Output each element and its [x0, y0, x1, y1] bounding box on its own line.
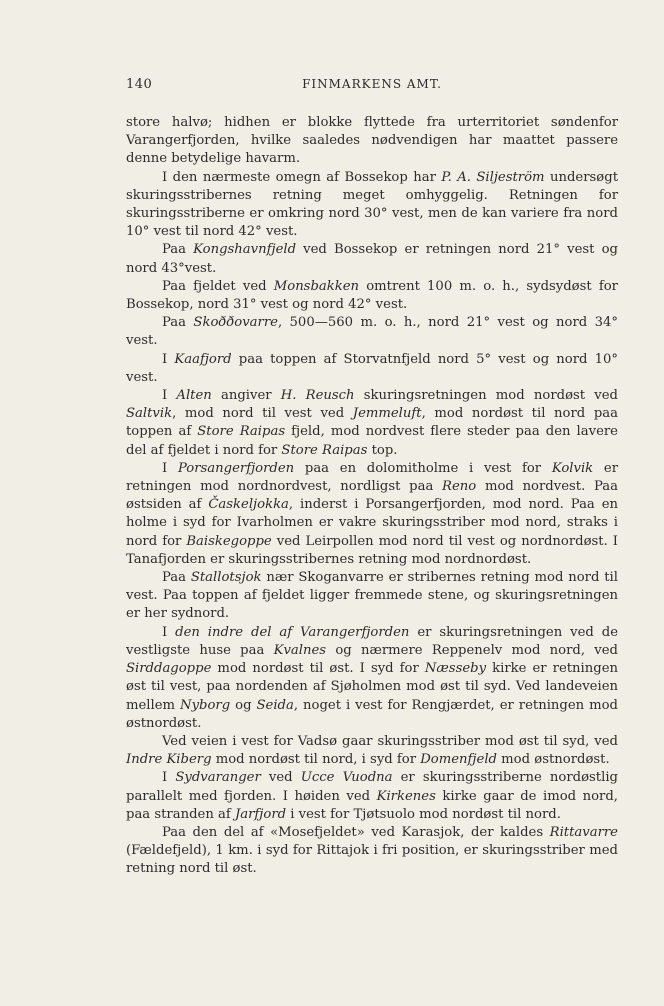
paragraph: Paa Skoððovarre, 500—560 m. o. h., nord 21° vest og nord 34° vest. [126, 315, 618, 349]
italic-term: Seida [256, 697, 294, 713]
italic-term: Kongshavnfjeld [193, 242, 297, 258]
italic-term: Stallotsjok [190, 570, 262, 586]
paragraph: I den indre del af Varangerfjorden er skuringsretningen ved de vestligste huse paa Kvalnes og nærmere Reppenelv mod nord, ved Sirddagoppe mod nordøst til øst. I syd for Næsseby kirke er retningen øst til vest, paa nordenden af Sjøholmen mod øst til syd. Ved landeveien mellem Nyborg og Seida, noget i vest for Rengjærdet, er retningen mod østnordøst. [126, 624, 619, 731]
paragraph: Paa Stallotsjok nær Skoganvarre er stribernes retning mod nord til vest. Paa toppen af fjeldet ligger fremmede stene, og skuringsretningen er her sydnord. [126, 570, 618, 622]
italic-term: den indre del af Varangerfjorden [175, 624, 410, 640]
italic-term: Store Raipas [197, 424, 286, 440]
paragraph: I Sydvaranger ved Ucce Vuodna er skuringsstriberne nordøstlig parallelt med fjorden. I høiden ved Kirkenes kirke gaar de imod nord, paa stranden af Jarfjord i vest for Tjøtsuolo mod nordøst til nord. [126, 770, 618, 822]
paragraph: I Porsangerfjorden paa en dolomitholme i vest for Kolvik er retningen mod nordnordvest, nordligst paa Reno mod nordvest. Paa østsiden af Časkeljokka, inderst i Porsangerfjorden, mod nord. Paa en holme i syd for Ivarholmen er vakre skuringsstriber mod nord, straks i nord for Baiskegoppe ved Leirpollen mod nord til vest og nordnordøst. I Tanafjorden er skuringsstribernes retning mod nordnordøst. [126, 460, 619, 567]
paragraph: Paa den del af «Mosefjeldet» ved Karasjok, der kaldes Rittavarre (Fældefjeld), 1 km. i syd for Rittajok i fri position, er skuringsstriber med retning nord til øst. [126, 824, 618, 877]
paragraph: I Alten angiver H. Reusch skuringsretningen mod nordøst ved Saltvik, mod nord til vest ved Jemmeluft, mod nordøst til nord paa toppen af Store Raipas fjeld, mod nordvest flere steder paa den lavere del af fjeldet i nord for Store Raipas top. [126, 388, 618, 458]
italic-term: Indre Kiberg [126, 752, 212, 768]
italic-term: Skoððovarre [193, 315, 278, 331]
paragraph: I den nærmeste omegn af Bossekop har P. A. Siljeström undersøgt skuringsstribernes retning meget omhyggelig. Retningen for skuringsstriberne er omkring nord 30° vest, men de kan variere fra nord 10° vest til nord 42° vest. [126, 169, 618, 240]
italic-term: Næsseby [424, 661, 487, 677]
page-header [126, 77, 618, 97]
page-number: 140 [126, 77, 153, 92]
italic-term: Baiskegoppe [186, 533, 272, 549]
italic-term: Saltvik [126, 406, 173, 422]
paragraph: Paa fjeldet ved Monsbakken omtrent 100 m. o. h., sydsydøst for Bossekop, nord 31° vest og nord 42° vest. [126, 278, 618, 313]
italic-term: Porsangerfjorden [177, 460, 295, 476]
italic-term: Jarfjord [234, 806, 287, 822]
italic-term: Sirddagoppe [126, 661, 212, 677]
italic-term: H. Reusch [280, 388, 355, 404]
italic-term: Rittavarre [549, 824, 618, 840]
italic-term: Jemmeluft [352, 406, 422, 422]
italic-term: Ucce Vuodna [300, 770, 393, 786]
italic-term: P. A. Siljeström [441, 169, 545, 185]
running-head: FINMARKENS AMT. [302, 77, 442, 91]
paragraph: store halvø; hidhen er blokke flyttede fra urterritoriet søndenfor Varangerfjorden, hvilke saaledes nødvendigen har maattet passere denne betydelige havarm. [126, 115, 618, 167]
body-text [126, 114, 618, 879]
italic-term: Alten [176, 388, 212, 404]
italic-term: Monsbakken [273, 278, 360, 294]
italic-term: Sydvaranger [175, 770, 261, 786]
italic-term: Kolvik [551, 460, 594, 476]
italic-term: Kirkenes [376, 788, 436, 804]
paragraph: Paa Kongshavnfjeld ved Bossekop er retningen nord 21° vest og nord 43°vest. [126, 242, 618, 276]
italic-term: Kaafjord [174, 351, 232, 367]
italic-term: Časkeljokka [208, 497, 289, 513]
paragraph: I Kaafjord paa toppen af Storvatnfjeld nord 5° vest og nord 10° vest. [126, 351, 618, 385]
italic-term: Domenfjeld [420, 752, 497, 768]
italic-term: Kvalnes [273, 642, 327, 658]
italic-term: Reno [442, 479, 477, 495]
italic-term: Nyborg [180, 697, 231, 713]
paragraph: Ved veien i vest for Vadsø gaar skuringsstriber mod øst til syd, ved Indre Kiberg mod nordøst til nord, i syd for Domenfjeld mod østnordøst. [126, 733, 618, 768]
italic-term: Store Raipas [281, 442, 368, 458]
